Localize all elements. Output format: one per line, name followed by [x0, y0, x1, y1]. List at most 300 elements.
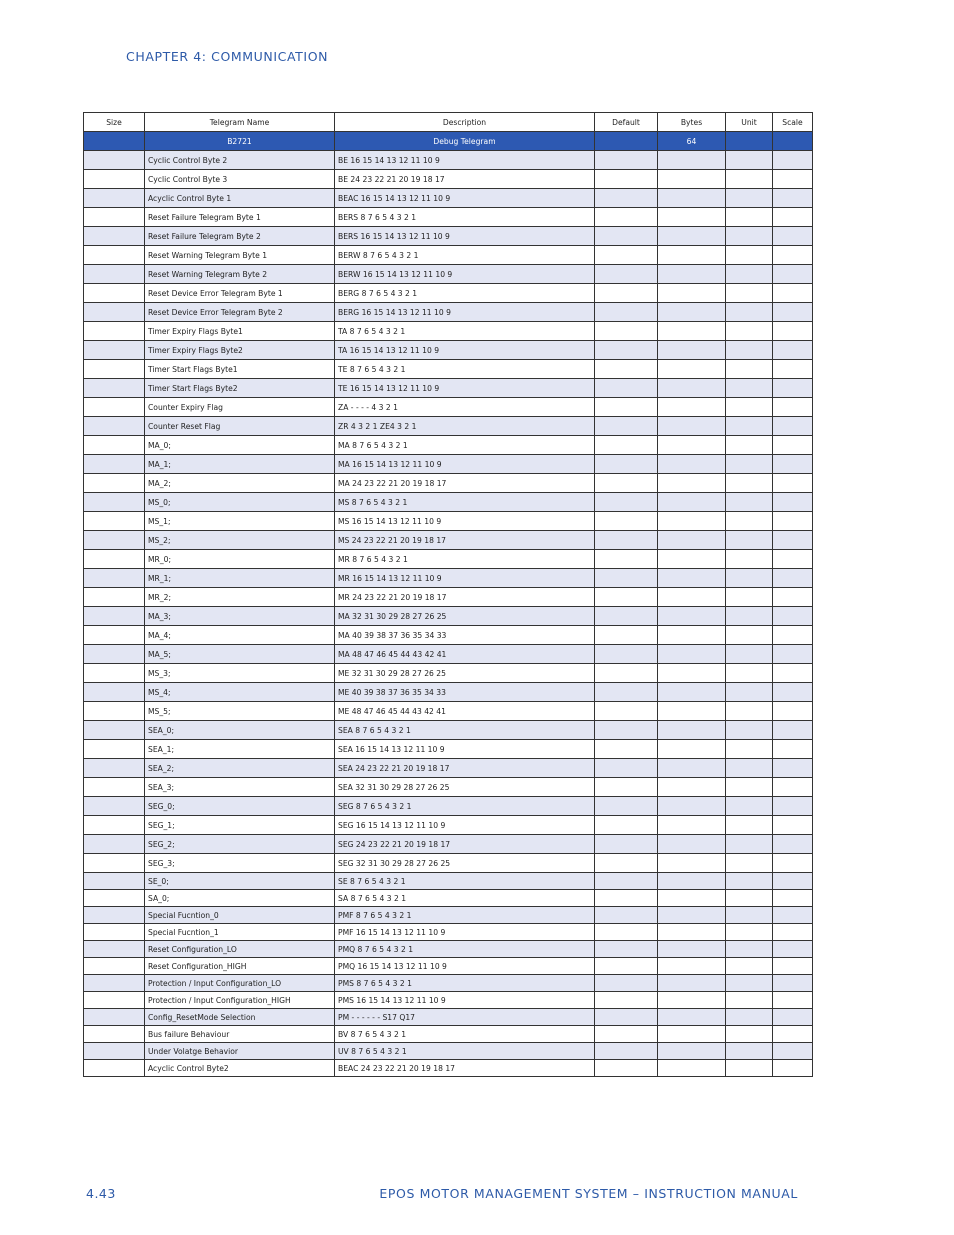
size-cell — [84, 1060, 145, 1077]
telegram-name-cell: MR_2; — [145, 588, 335, 607]
default-cell — [595, 246, 658, 265]
telegram-default-cell — [595, 132, 658, 151]
default-cell — [595, 958, 658, 975]
default-cell — [595, 474, 658, 493]
default-cell — [595, 550, 658, 569]
size-cell — [84, 924, 145, 941]
scale-cell — [773, 1009, 813, 1026]
telegram-name-cell: SEA_2; — [145, 759, 335, 778]
default-cell — [595, 835, 658, 854]
telegram-name-cell: MS_5; — [145, 702, 335, 721]
default-cell — [595, 322, 658, 341]
size-cell — [84, 360, 145, 379]
table-row — [84, 360, 813, 379]
telegram-name-cell: Bus failure Behaviour — [145, 1026, 335, 1043]
description-cell: BV 8 7 6 5 4 3 2 1 — [335, 1026, 595, 1043]
unit-cell — [726, 208, 773, 227]
size-cell — [84, 759, 145, 778]
bytes-cell — [658, 588, 726, 607]
description-cell: BERW 8 7 6 5 4 3 2 1 — [335, 246, 595, 265]
size-cell — [84, 1026, 145, 1043]
telegram-name-cell: Counter Expiry Flag — [145, 398, 335, 417]
telegram-name-cell: Reset Configuration_HIGH — [145, 958, 335, 975]
unit-cell — [726, 531, 773, 550]
unit-cell — [726, 797, 773, 816]
description-cell: SA 8 7 6 5 4 3 2 1 — [335, 890, 595, 907]
bytes-cell — [658, 341, 726, 360]
default-cell — [595, 664, 658, 683]
size-cell — [84, 941, 145, 958]
unit-cell — [726, 341, 773, 360]
bytes-cell — [658, 417, 726, 436]
default-cell — [595, 873, 658, 890]
description-cell: PMS 8 7 6 5 4 3 2 1 — [335, 975, 595, 992]
telegram-name-cell: Special Fucntion_1 — [145, 924, 335, 941]
table-row — [84, 322, 813, 341]
default-cell — [595, 284, 658, 303]
description-cell: TE 8 7 6 5 4 3 2 1 — [335, 360, 595, 379]
default-cell — [595, 890, 658, 907]
table-row — [84, 1026, 813, 1043]
table-row — [84, 890, 813, 907]
size-cell — [84, 645, 145, 664]
scale-cell — [773, 189, 813, 208]
table-row — [84, 284, 813, 303]
size-cell — [84, 1009, 145, 1026]
bytes-cell — [658, 1009, 726, 1026]
table-row — [84, 778, 813, 797]
unit-cell — [726, 322, 773, 341]
unit-cell — [726, 1060, 773, 1077]
description-cell: BERW 16 15 14 13 12 11 10 9 — [335, 265, 595, 284]
bytes-cell — [658, 170, 726, 189]
default-cell — [595, 907, 658, 924]
size-cell — [84, 797, 145, 816]
unit-cell — [726, 588, 773, 607]
default-cell — [595, 992, 658, 1009]
bytes-cell — [658, 303, 726, 322]
size-cell — [84, 907, 145, 924]
default-cell — [595, 854, 658, 873]
table-row — [84, 474, 813, 493]
bytes-cell — [658, 151, 726, 170]
telegram-title-row — [84, 132, 813, 151]
telegram-name-cell: Reset Warning Telegram Byte 2 — [145, 265, 335, 284]
scale-cell — [773, 740, 813, 759]
description-cell: BERG 16 15 14 13 12 11 10 9 — [335, 303, 595, 322]
manual-title: EPOS MOTOR MANAGEMENT SYSTEM – INSTRUCTION MANUAL — [379, 1186, 798, 1201]
description-cell: PMF 16 15 14 13 12 11 10 9 — [335, 924, 595, 941]
unit-cell — [726, 284, 773, 303]
scale-cell — [773, 417, 813, 436]
telegram-name-cell: SEG_3; — [145, 854, 335, 873]
default-cell — [595, 1009, 658, 1026]
unit-cell — [726, 958, 773, 975]
bytes-cell — [658, 265, 726, 284]
telegram-name-cell: Acyclic Control Byte 1 — [145, 189, 335, 208]
table-row — [84, 975, 813, 992]
size-cell — [84, 992, 145, 1009]
telegram-name-cell: Cyclic Control Byte 3 — [145, 170, 335, 189]
telegram-name-cell: MS_0; — [145, 493, 335, 512]
bytes-cell — [658, 1026, 726, 1043]
scale-cell — [773, 398, 813, 417]
unit-cell — [726, 907, 773, 924]
bytes-cell — [658, 759, 726, 778]
scale-cell — [773, 835, 813, 854]
scale-cell — [773, 531, 813, 550]
size-cell — [84, 227, 145, 246]
telegram-name-cell: SEG_2; — [145, 835, 335, 854]
default-cell — [595, 607, 658, 626]
size-cell — [84, 189, 145, 208]
scale-cell — [773, 341, 813, 360]
bytes-cell — [658, 436, 726, 455]
description-cell: ZA - - - - 4 3 2 1 — [335, 398, 595, 417]
size-cell — [84, 379, 145, 398]
chapter-heading: CHAPTER 4: COMMUNICATION — [126, 49, 329, 64]
scale-cell — [773, 941, 813, 958]
size-cell — [84, 398, 145, 417]
telegram-unit-cell — [726, 132, 773, 151]
scale-cell — [773, 1043, 813, 1060]
default-cell — [595, 1026, 658, 1043]
description-cell: SEG 8 7 6 5 4 3 2 1 — [335, 797, 595, 816]
default-cell — [595, 797, 658, 816]
scale-cell — [773, 569, 813, 588]
telegram-name-cell: SEA_0; — [145, 721, 335, 740]
description-cell: MS 24 23 22 21 20 19 18 17 — [335, 531, 595, 550]
table-row — [84, 379, 813, 398]
default-cell — [595, 455, 658, 474]
table-row — [84, 607, 813, 626]
default-cell — [595, 683, 658, 702]
description-cell: BERS 16 15 14 13 12 11 10 9 — [335, 227, 595, 246]
bytes-cell — [658, 721, 726, 740]
size-cell — [84, 474, 145, 493]
unit-cell — [726, 569, 773, 588]
table-row — [84, 854, 813, 873]
scale-cell — [773, 958, 813, 975]
unit-cell — [726, 417, 773, 436]
size-cell — [84, 778, 145, 797]
unit-cell — [726, 626, 773, 645]
size-cell — [84, 455, 145, 474]
size-cell — [84, 303, 145, 322]
description-cell: TE 16 15 14 13 12 11 10 9 — [335, 379, 595, 398]
bytes-cell — [658, 975, 726, 992]
default-cell — [595, 569, 658, 588]
unit-cell — [726, 873, 773, 890]
default-cell — [595, 512, 658, 531]
size-cell — [84, 683, 145, 702]
description-cell: SE 8 7 6 5 4 3 2 1 — [335, 873, 595, 890]
scale-cell — [773, 721, 813, 740]
telegram-name-cell: Timer Expiry Flags Byte2 — [145, 341, 335, 360]
description-cell: SEG 32 31 30 29 28 27 26 25 — [335, 854, 595, 873]
telegram-name-cell: SEG_1; — [145, 816, 335, 835]
default-cell — [595, 740, 658, 759]
bytes-cell — [658, 626, 726, 645]
table-row — [84, 493, 813, 512]
telegram-name-cell: Reset Configuration_LO — [145, 941, 335, 958]
bytes-cell — [658, 284, 726, 303]
bytes-cell — [658, 189, 726, 208]
bytes-cell — [658, 890, 726, 907]
scale-cell — [773, 303, 813, 322]
description-cell: PMS 16 15 14 13 12 11 10 9 — [335, 992, 595, 1009]
telegram-name-cell: Special Fucntion_0 — [145, 907, 335, 924]
telegram-name-cell: Reset Warning Telegram Byte 1 — [145, 246, 335, 265]
bytes-cell — [658, 854, 726, 873]
scale-cell — [773, 227, 813, 246]
unit-cell — [726, 151, 773, 170]
description-cell: ME 48 47 46 45 44 43 42 41 — [335, 702, 595, 721]
table-row — [84, 664, 813, 683]
size-cell — [84, 1043, 145, 1060]
default-cell — [595, 626, 658, 645]
scale-cell — [773, 246, 813, 265]
default-cell — [595, 975, 658, 992]
size-cell — [84, 890, 145, 907]
description-cell: BE 16 15 14 13 12 11 10 9 — [335, 151, 595, 170]
size-cell — [84, 531, 145, 550]
scale-cell — [773, 151, 813, 170]
bytes-cell — [658, 607, 726, 626]
unit-cell — [726, 398, 773, 417]
scale-cell — [773, 907, 813, 924]
col-header-scale: Scale — [773, 113, 813, 132]
description-cell: MA 48 47 46 45 44 43 42 41 — [335, 645, 595, 664]
scale-cell — [773, 170, 813, 189]
unit-cell — [726, 664, 773, 683]
telegram-name-cell: Protection / Input Configuration_HIGH — [145, 992, 335, 1009]
scale-cell — [773, 645, 813, 664]
scale-cell — [773, 360, 813, 379]
scale-cell — [773, 455, 813, 474]
description-cell: BERG 8 7 6 5 4 3 2 1 — [335, 284, 595, 303]
scale-cell — [773, 379, 813, 398]
size-cell — [84, 208, 145, 227]
bytes-cell — [658, 740, 726, 759]
unit-cell — [726, 246, 773, 265]
col-header-default: Default — [595, 113, 658, 132]
bytes-cell — [658, 360, 726, 379]
description-cell: MR 8 7 6 5 4 3 2 1 — [335, 550, 595, 569]
unit-cell — [726, 360, 773, 379]
table-row — [84, 303, 813, 322]
size-cell — [84, 835, 145, 854]
description-cell: MA 24 23 22 21 20 19 18 17 — [335, 474, 595, 493]
description-cell: MR 16 15 14 13 12 11 10 9 — [335, 569, 595, 588]
bytes-cell — [658, 873, 726, 890]
unit-cell — [726, 474, 773, 493]
unit-cell — [726, 265, 773, 284]
size-cell — [84, 664, 145, 683]
bytes-cell — [658, 455, 726, 474]
bytes-cell — [658, 1060, 726, 1077]
unit-cell — [726, 607, 773, 626]
telegram-name-cell: MA_1; — [145, 455, 335, 474]
bytes-cell — [658, 924, 726, 941]
scale-cell — [773, 322, 813, 341]
telegram-name-cell: SA_0; — [145, 890, 335, 907]
telegram-name-cell: MS_4; — [145, 683, 335, 702]
table-row — [84, 702, 813, 721]
telegram-bytes: 64 — [658, 132, 726, 151]
description-cell: UV 8 7 6 5 4 3 2 1 — [335, 1043, 595, 1060]
telegram-name-cell: Counter Reset Flag — [145, 417, 335, 436]
size-cell — [84, 417, 145, 436]
table-row — [84, 417, 813, 436]
size-cell — [84, 512, 145, 531]
bytes-cell — [658, 683, 726, 702]
table-row — [84, 569, 813, 588]
col-header-telegram-name: Telegram Name — [145, 113, 335, 132]
bytes-cell — [658, 835, 726, 854]
scale-cell — [773, 284, 813, 303]
unit-cell — [726, 721, 773, 740]
table-row — [84, 1060, 813, 1077]
bytes-cell — [658, 958, 726, 975]
scale-cell — [773, 626, 813, 645]
bytes-cell — [658, 907, 726, 924]
telegram-name-cell: MS_3; — [145, 664, 335, 683]
table-row — [84, 816, 813, 835]
table-row — [84, 227, 813, 246]
size-cell — [84, 740, 145, 759]
size-cell — [84, 493, 145, 512]
bytes-cell — [658, 398, 726, 417]
default-cell — [595, 398, 658, 417]
description-cell: MS 8 7 6 5 4 3 2 1 — [335, 493, 595, 512]
description-cell: PMQ 16 15 14 13 12 11 10 9 — [335, 958, 595, 975]
description-cell: MR 24 23 22 21 20 19 18 17 — [335, 588, 595, 607]
default-cell — [595, 341, 658, 360]
unit-cell — [726, 189, 773, 208]
table-row — [84, 512, 813, 531]
unit-cell — [726, 816, 773, 835]
unit-cell — [726, 992, 773, 1009]
size-cell — [84, 550, 145, 569]
description-cell: SEG 24 23 22 21 20 19 18 17 — [335, 835, 595, 854]
col-header-size: Size — [84, 113, 145, 132]
telegram-name-cell: MA_3; — [145, 607, 335, 626]
scale-cell — [773, 265, 813, 284]
description-cell: BEAC 24 23 22 21 20 19 18 17 — [335, 1060, 595, 1077]
table-row — [84, 873, 813, 890]
default-cell — [595, 303, 658, 322]
table-row — [84, 398, 813, 417]
bytes-cell — [658, 645, 726, 664]
telegram-name-cell: Reset Device Error Telegram Byte 1 — [145, 284, 335, 303]
size-cell — [84, 702, 145, 721]
size-cell — [84, 284, 145, 303]
default-cell — [595, 360, 658, 379]
scale-cell — [773, 797, 813, 816]
bytes-cell — [658, 664, 726, 683]
telegram-name-cell: MR_1; — [145, 569, 335, 588]
telegram-name-cell: Timer Start Flags Byte1 — [145, 360, 335, 379]
default-cell — [595, 227, 658, 246]
size-cell — [84, 341, 145, 360]
scale-cell — [773, 664, 813, 683]
bytes-cell — [658, 797, 726, 816]
telegram-name-cell: MA_0; — [145, 436, 335, 455]
table-row — [84, 721, 813, 740]
default-cell — [595, 924, 658, 941]
size-cell — [84, 151, 145, 170]
unit-cell — [726, 835, 773, 854]
unit-cell — [726, 170, 773, 189]
unit-cell — [726, 379, 773, 398]
telegram-name-cell: MA_5; — [145, 645, 335, 664]
description-cell: SEA 24 23 22 21 20 19 18 17 — [335, 759, 595, 778]
size-cell — [84, 816, 145, 835]
description-cell: PMF 8 7 6 5 4 3 2 1 — [335, 907, 595, 924]
bytes-cell — [658, 246, 726, 265]
telegram-name-cell: MS_2; — [145, 531, 335, 550]
default-cell — [595, 436, 658, 455]
unit-cell — [726, 550, 773, 569]
description-cell: MS 16 15 14 13 12 11 10 9 — [335, 512, 595, 531]
size-cell — [84, 607, 145, 626]
bytes-cell — [658, 379, 726, 398]
table-row — [84, 1043, 813, 1060]
table-row — [84, 189, 813, 208]
scale-cell — [773, 550, 813, 569]
scale-cell — [773, 1060, 813, 1077]
bytes-cell — [658, 992, 726, 1009]
table-row — [84, 246, 813, 265]
table-row — [84, 455, 813, 474]
table-row — [84, 941, 813, 958]
bytes-cell — [658, 512, 726, 531]
table-row — [84, 645, 813, 664]
table-row — [84, 683, 813, 702]
telegram-id: B2721 — [145, 132, 335, 151]
table-row — [84, 265, 813, 284]
default-cell — [595, 417, 658, 436]
description-cell: PMQ 8 7 6 5 4 3 2 1 — [335, 941, 595, 958]
unit-cell — [726, 778, 773, 797]
default-cell — [595, 265, 658, 284]
unit-cell — [726, 436, 773, 455]
description-cell: BEAC 16 15 14 13 12 11 10 9 — [335, 189, 595, 208]
bytes-cell — [658, 208, 726, 227]
table-row — [84, 992, 813, 1009]
table-row — [84, 958, 813, 975]
scale-cell — [773, 778, 813, 797]
col-header-unit: Unit — [726, 113, 773, 132]
telegram-name-cell: Cyclic Control Byte 2 — [145, 151, 335, 170]
default-cell — [595, 816, 658, 835]
telegram-name-cell: Config_ResetMode Selection — [145, 1009, 335, 1026]
telegram-name-cell: MA_4; — [145, 626, 335, 645]
table-row — [84, 151, 813, 170]
table-row — [84, 797, 813, 816]
scale-cell — [773, 759, 813, 778]
scale-cell — [773, 683, 813, 702]
bytes-cell — [658, 569, 726, 588]
scale-cell — [773, 873, 813, 890]
scale-cell — [773, 493, 813, 512]
telegram-name-cell: Reset Device Error Telegram Byte 2 — [145, 303, 335, 322]
scale-cell — [773, 890, 813, 907]
default-cell — [595, 588, 658, 607]
bytes-cell — [658, 322, 726, 341]
telegram-name-cell: Under Volatge Behavior — [145, 1043, 335, 1060]
